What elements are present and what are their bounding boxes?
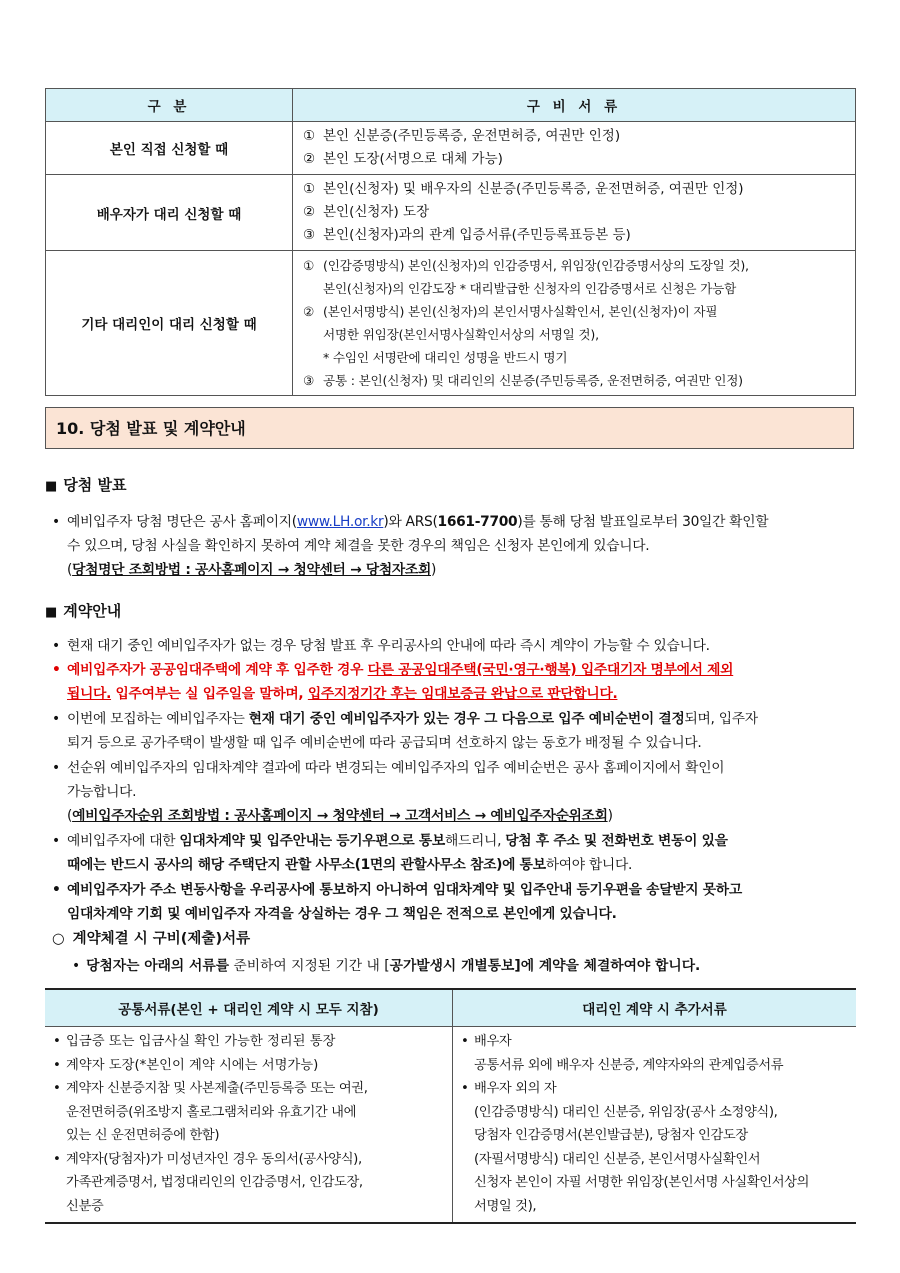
announce-heading: ■ 당첨 발표 [45, 476, 127, 494]
bullet-icon: • [52, 711, 61, 727]
circle-bullet-icon: ○ [52, 931, 65, 947]
table-row [46, 122, 856, 175]
bullet-icon: • [52, 882, 61, 898]
common-docs-list [45, 1027, 453, 1224]
square-bullet-icon: ■ [45, 479, 58, 494]
contract-heading: ■ 계약안내 [45, 602, 122, 620]
section-heading-10: 10. 당첨 발표 및 계약안내 [45, 407, 854, 449]
table-row [46, 175, 856, 251]
contract-bullet: • 예비입주자에 대한 임대차계약 및 입주안내는 등기우편으로 통보해드리니, 당첨 후 주소 및 전화번호 변동이 있을 때에는 반드시 공사의 해당 주택단지 관할 사무소(1면의 관할사무소 참조)에 통보하여야 합니다. [52, 829, 858, 877]
bullet-icon: • [52, 662, 61, 678]
bullet-icon: • [72, 958, 81, 974]
row-category: 본인 직접 신청할 때 [46, 122, 293, 175]
application-documents-table [45, 88, 856, 396]
list-item: • 계약자 도장(*본인이 계약 시에는 서명가능) [53, 1057, 319, 1073]
row-documents: ① 본인 신분증(주민등록증, 운전면허증, 여권만 인정) ② 본인 도장(서명으로 대체 가능) [293, 122, 856, 175]
lh-website-link[interactable]: www.LH.or.kr [296, 514, 384, 530]
agent-docs-list [453, 1027, 857, 1224]
row-documents: ① (인감증명방식) 본인(신청자)의 인감증명서, 위임장(인감증명서상의 도장일 것), 본인(신청자)의 인감도장 * 대리발급한 신청자의 인감증명서로 신청은 가능함 ② (본인서명방식) 본인(신청자)의 본인서명사실확인서, 본인(신청자)이 자필 서명한 위임장(본인서명사실확인서상의 서명일 것), * 수임인 서명란에 대리인 성명을 반드시 명기 ③ 공통 : 본인(신청자) 및 대리인의 신분증(주민등록증, 운전면허증, 여권만 인정) [293, 251, 856, 396]
contract-documents-table [45, 988, 856, 1224]
table-header-row [45, 989, 856, 1027]
square-bullet-icon: ■ [45, 605, 58, 620]
announce-paragraph: • 예비입주자 당첨 명단은 공사 홈페이지(www.LH.or.kr)와 ARS(1661-7700)를 통해 당첨 발표일로부터 30일간 확인할 수 있으며, 당첨 사실을 확인하지 못하여 계약 체결을 못한 경우의 책임은 신청자 본인에게 있습니다. (당첨명단 조회방법 : 공사홈페이지 → 청약센터 → 당첨자조회) [52, 510, 858, 582]
table-row [45, 1027, 856, 1224]
list-item: 서명일 것), [474, 1198, 537, 1214]
list-item: 신청자 본인이 자필 서명한 위임장(본인서명 사실확인서상의 [474, 1175, 810, 1190]
bullet-icon: • [52, 638, 61, 654]
list-item: • 계약자(당첨자)가 미성년자인 경우 동의서(공사양식), 가족관계증명서, 법정대리인의 인감증명서, 인감도장, 신분증 [53, 1151, 363, 1214]
contract-bullet: • 이번에 모집하는 예비입주자는 현재 대기 중인 예비입주자가 있는 경우 그 다음으로 입주 예비순번이 결정되며, 입주자 퇴거 등으로 공가주택이 발생할 때 입주 예비순번에 따라 공급되며 선호하지 않는 동호가 배정될 수 있습니다. [52, 707, 858, 755]
header-documents: 구 비 서 류 [293, 89, 856, 122]
list-item: (자필서명방식) 대리인 신분증, 본인서명사실확인서 [474, 1151, 761, 1167]
list-item: • 배우자 외의 자 [461, 1081, 557, 1096]
contract-bullet-warning: • 예비입주자가 공공임대주택에 계약 후 입주한 경우 다른 공공임대주택(국민·영구·행복) 입주대기자 명부에서 제외 됩니다. 입주여부는 실 입주일을 말하며, 입주지정기간 후는 임대보증금 완납으로 판단합니다. [52, 658, 858, 706]
bullet-icon: • [52, 760, 61, 776]
contract-bullet: • 예비입주자가 주소 변동사항을 우리공사에 통보하지 아니하여 임대차계약 및 입주안내 등기우편을 송달받지 못하고 임대차계약 기회 및 예비입주자 자격을 상실하는 경우 그 책임은 전적으로 본인에게 있습니다. [52, 878, 858, 926]
required-docs-heading: ○ 계약체결 시 구비(제출)서류 [52, 931, 251, 947]
row-documents: ① 본인(신청자) 및 배우자의 신분증(주민등록증, 운전면허증, 여권만 인정) ② 본인(신청자) 도장 ③ 본인(신청자)과의 관계 입증서류(주민등록표등본 등) [293, 175, 856, 251]
header-agent-docs: 대리인 계약 시 추가서류 [453, 989, 857, 1027]
row-category: 기타 대리인이 대리 신청할 때 [46, 251, 293, 396]
contract-bullet: • 현재 대기 중인 예비입주자가 없는 경우 당첨 발표 후 우리공사의 안내에 따라 즉시 계약이 가능할 수 있습니다. [52, 634, 858, 658]
list-item: • 배우자 [461, 1034, 512, 1049]
contract-bullet: • 선순위 예비입주자의 임대차계약 결과에 따라 변경되는 예비입주자의 입주 예비순번은 공사 홈페이지에서 확인이 가능합니다. (예비입주자순위 조회방법 : 공사홈페이지 → 청약센터 → 고객서비스 → 예비입주자순위조회) [52, 756, 858, 828]
list-item: (인감증명방식) 대리인 신분증, 위임장(공사 소정양식), [474, 1104, 778, 1120]
list-item: 당첨자 인감증명서(본인발급분), 당첨자 인감도장 [474, 1128, 748, 1143]
header-common-docs: 공통서류(본인 + 대리인 계약 시 모두 지참) [45, 989, 453, 1027]
list-item: • 계약자 신분증지참 및 사본제출(주민등록증 또는 여권, 운전면허증(위조방지 홀로그램처리와 유효기간 내에 있는 신 운전면허증에 한함) [53, 1081, 368, 1143]
bullet-icon: • [52, 514, 61, 530]
header-category: 구 분 [46, 89, 293, 122]
list-item: 공통서류 외에 배우자 신분증, 계약자와의 관계입증서류 [474, 1057, 784, 1073]
row-category: 배우자가 대리 신청할 때 [46, 175, 293, 251]
table-header-row [46, 89, 856, 122]
list-item: • 입금증 또는 입금사실 확인 가능한 정리된 통장 [53, 1034, 336, 1049]
required-docs-note: • 당첨자는 아래의 서류를 준비하여 지정된 기간 내 [공가발생시 개별통보]에 계약을 체결하여야 합니다. [72, 958, 701, 974]
table-row [46, 251, 856, 396]
bullet-icon: • [52, 833, 61, 849]
